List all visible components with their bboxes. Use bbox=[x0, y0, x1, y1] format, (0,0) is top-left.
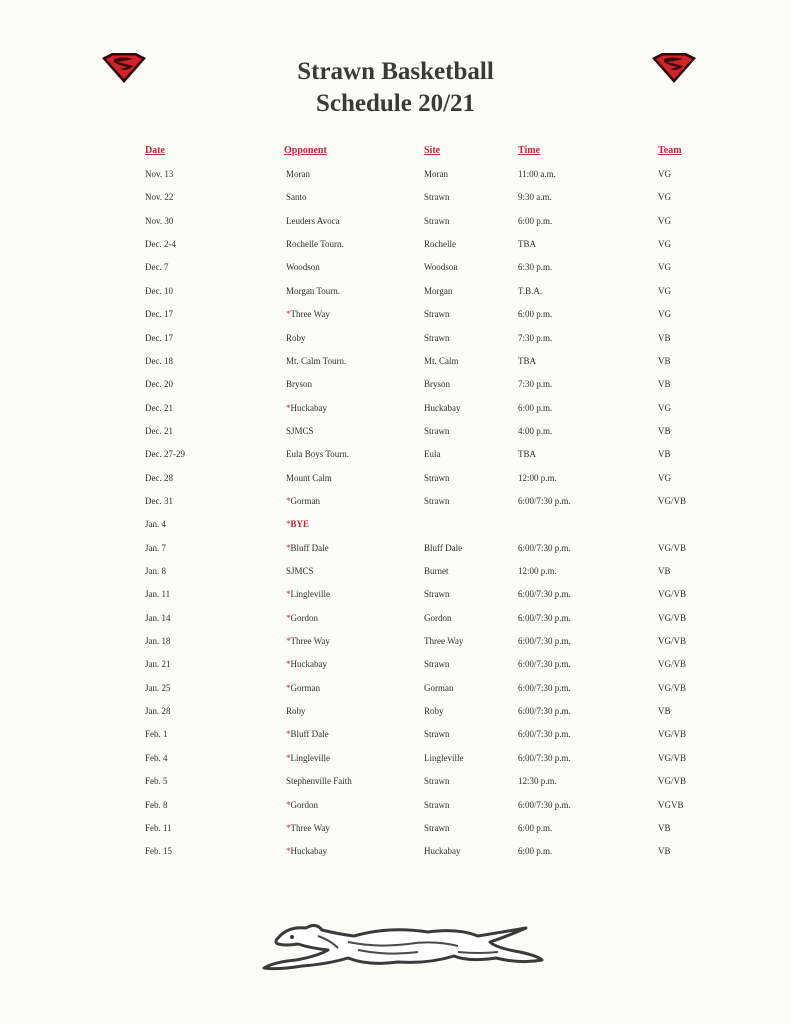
table-row bbox=[0, 706, 791, 726]
team-cell: VG/VB bbox=[658, 589, 687, 600]
site-cell: Eula bbox=[424, 449, 441, 460]
date-cell: Dec. 27-29 bbox=[145, 449, 185, 460]
site-cell: Mt. Calm bbox=[424, 355, 459, 366]
opponent-cell bbox=[286, 846, 327, 856]
site-cell: Morgan bbox=[424, 285, 453, 296]
table-row bbox=[0, 192, 791, 212]
site-cell: Bluff Dale bbox=[424, 542, 463, 553]
table-row bbox=[0, 683, 791, 703]
date-cell: Nov. 22 bbox=[145, 192, 174, 203]
time-cell: 6:00 p.m. bbox=[518, 309, 553, 320]
district-game-marker: * bbox=[286, 659, 291, 670]
opponent-cell bbox=[286, 683, 320, 693]
opponent-name: Huckabay bbox=[290, 402, 327, 413]
opponent-cell bbox=[286, 753, 330, 763]
team-cell: VG bbox=[658, 402, 671, 413]
team-cell: VG/VB bbox=[658, 752, 687, 763]
district-game-marker: * bbox=[286, 729, 291, 740]
site-cell: Strawn bbox=[424, 425, 450, 436]
team-cell: VB bbox=[658, 332, 671, 343]
team-cell: VB bbox=[658, 566, 671, 576]
table-row bbox=[0, 776, 791, 796]
site-cell: Strawn bbox=[424, 589, 450, 600]
table-row bbox=[0, 169, 791, 189]
team-cell: VG/VB bbox=[658, 729, 687, 740]
table-row bbox=[0, 262, 791, 282]
district-game-marker: * bbox=[286, 822, 291, 833]
time-cell: 12:00 p.m. bbox=[518, 566, 557, 576]
district-game-marker: * bbox=[286, 682, 291, 693]
opponent-name: BYE bbox=[290, 519, 310, 530]
date-cell: Dec. 17 bbox=[145, 309, 173, 320]
opponent-name: Morgan Tourn. bbox=[286, 285, 341, 296]
table-row bbox=[0, 519, 791, 539]
district-game-marker: * bbox=[286, 542, 291, 553]
table-row bbox=[0, 379, 791, 399]
date-cell: Jan. 18 bbox=[145, 636, 171, 646]
column-header-team: Team bbox=[658, 145, 682, 156]
district-game-marker: * bbox=[286, 402, 291, 413]
time-cell: 6:00 p.m. bbox=[518, 846, 553, 857]
date-cell: Dec. 21 bbox=[145, 425, 173, 436]
site-cell: Strawn bbox=[424, 659, 450, 670]
table-row bbox=[0, 309, 791, 329]
site-cell: Three Way bbox=[424, 636, 464, 646]
table-row bbox=[0, 823, 791, 843]
table-row bbox=[0, 659, 791, 679]
date-cell: Dec. 18 bbox=[145, 355, 173, 366]
date-cell: Jan. 28 bbox=[145, 706, 171, 717]
date-cell: Feb. 4 bbox=[145, 752, 168, 763]
team-cell: VG bbox=[658, 192, 671, 203]
opponent-name: Lingleville bbox=[290, 589, 330, 600]
district-game-marker: * bbox=[286, 612, 291, 623]
team-cell: VG bbox=[658, 215, 671, 226]
date-cell: Dec. 31 bbox=[145, 495, 173, 506]
time-cell: 6:00 p.m. bbox=[518, 822, 553, 833]
column-header-date: Date bbox=[145, 145, 165, 156]
site-cell: Strawn bbox=[424, 799, 450, 810]
table-row bbox=[0, 496, 791, 516]
opponent-cell bbox=[286, 519, 309, 529]
table-row bbox=[0, 543, 791, 563]
time-cell: 6:00/7:30 p.m. bbox=[518, 589, 571, 600]
team-cell: VG bbox=[658, 239, 671, 250]
opponent-name: Rochelle Tourn. bbox=[286, 239, 344, 250]
time-cell: 6:30 p.m. bbox=[518, 262, 553, 273]
date-cell: Nov. 30 bbox=[145, 215, 174, 226]
opponent-cell bbox=[286, 589, 330, 599]
team-cell: VG bbox=[658, 309, 671, 320]
opponent-name: Moran bbox=[286, 169, 310, 179]
opponent-name: Mount Calm bbox=[286, 472, 332, 483]
team-cell: VB bbox=[658, 425, 671, 436]
district-game-marker: * bbox=[286, 636, 291, 646]
opponent-cell bbox=[286, 333, 306, 343]
opponent-cell bbox=[286, 239, 344, 249]
opponent-name: Lingleville bbox=[290, 752, 330, 763]
table-row bbox=[0, 426, 791, 446]
date-cell: Feb. 5 bbox=[145, 776, 168, 787]
team-cell: VB bbox=[658, 846, 671, 857]
date-cell: Dec. 20 bbox=[145, 379, 173, 390]
team-cell: VG/VB bbox=[658, 682, 687, 693]
table-row bbox=[0, 613, 791, 633]
time-cell: 7:30 p.m. bbox=[518, 379, 553, 390]
date-cell: Jan. 4 bbox=[145, 519, 166, 530]
table-row bbox=[0, 333, 791, 353]
team-cell: VG bbox=[658, 262, 671, 273]
time-cell: TBA bbox=[518, 355, 536, 366]
date-cell: Jan. 7 bbox=[145, 542, 166, 553]
opponent-name: Santo bbox=[286, 192, 307, 203]
team-cell: VB bbox=[658, 706, 671, 717]
opponent-cell bbox=[286, 729, 329, 739]
opponent-name: Huckabay bbox=[290, 846, 327, 857]
district-game-marker: * bbox=[286, 799, 291, 810]
opponent-name: Eula Boys Tourn. bbox=[286, 449, 349, 460]
time-cell: 4:00 p.m. bbox=[518, 425, 553, 436]
opponent-name: Three Way bbox=[290, 309, 330, 320]
district-game-marker: * bbox=[286, 495, 291, 506]
team-cell: VG/VB bbox=[658, 495, 687, 506]
team-cell: VG bbox=[658, 472, 671, 483]
site-cell: Strawn bbox=[424, 332, 450, 343]
column-header-site: Site bbox=[424, 145, 441, 156]
opponent-cell bbox=[286, 216, 340, 226]
page-title: Strawn Basketball bbox=[297, 58, 494, 85]
time-cell: 6:00/7:30 p.m. bbox=[518, 659, 571, 670]
opponent-name: Bryson bbox=[286, 379, 313, 390]
opponent-cell bbox=[286, 706, 306, 716]
site-cell: Strawn bbox=[424, 822, 450, 833]
site-cell: Rochelle bbox=[424, 239, 456, 250]
time-cell: 7:30 p.m. bbox=[518, 332, 553, 343]
opponent-name: Bluff Dale bbox=[290, 542, 329, 553]
time-cell: TBA bbox=[518, 239, 536, 250]
district-game-marker: * bbox=[286, 846, 291, 857]
column-header-opponent: Opponent bbox=[284, 145, 327, 156]
site-cell: Gorman bbox=[424, 682, 454, 693]
opponent-cell bbox=[286, 659, 327, 669]
district-game-marker: * bbox=[286, 309, 291, 320]
column-header-time: Time bbox=[518, 145, 541, 156]
opponent-name: Stephenville Faith bbox=[286, 776, 352, 787]
table-row bbox=[0, 636, 791, 656]
team-cell: VG/VB bbox=[658, 659, 687, 670]
date-cell: Feb. 11 bbox=[145, 822, 172, 833]
site-cell: Huckabay bbox=[424, 402, 461, 413]
date-cell: Dec. 21 bbox=[145, 402, 173, 413]
team-cell: VGVB bbox=[658, 799, 684, 810]
time-cell: 9:30 a.m. bbox=[518, 192, 552, 203]
site-cell: Gordon bbox=[424, 612, 452, 623]
opponent-cell bbox=[286, 496, 320, 506]
time-cell: T.B.A. bbox=[518, 285, 543, 296]
opponent-name: Gordon bbox=[290, 799, 318, 810]
time-cell: 6:00/7:30 p.m. bbox=[518, 495, 571, 506]
team-cell: VB bbox=[658, 355, 671, 366]
site-cell: Moran bbox=[424, 169, 448, 179]
time-cell: 6:00/7:30 p.m. bbox=[518, 542, 571, 553]
opponent-cell bbox=[286, 356, 346, 366]
team-cell: VG bbox=[658, 285, 671, 296]
table-row bbox=[0, 846, 791, 866]
time-cell: 6:00/7:30 p.m. bbox=[518, 612, 571, 623]
team-cell: VG/VB bbox=[658, 776, 687, 787]
opponent-name: Three Way bbox=[290, 822, 330, 833]
opponent-cell bbox=[286, 800, 318, 810]
table-row bbox=[0, 729, 791, 749]
opponent-name: Roby bbox=[286, 332, 306, 343]
date-cell: Dec. 28 bbox=[145, 472, 173, 483]
site-cell: Woodson bbox=[424, 262, 458, 273]
opponent-name: Huckabay bbox=[290, 659, 327, 670]
opponent-name: Leuders Avoca bbox=[286, 215, 340, 226]
opponent-name: Gorman bbox=[290, 682, 320, 693]
opponent-name: Gorman bbox=[290, 495, 320, 506]
time-cell: 6:00/7:30 p.m. bbox=[518, 706, 571, 717]
time-cell: 11:00 a.m. bbox=[518, 169, 556, 179]
district-game-marker: * bbox=[286, 752, 291, 763]
table-row bbox=[0, 403, 791, 423]
time-cell: 6:00/7:30 p.m. bbox=[518, 799, 571, 810]
team-cell: VB bbox=[658, 379, 671, 390]
team-cell: VG bbox=[658, 169, 671, 179]
district-game-marker: * bbox=[286, 519, 291, 530]
opponent-name: SJMCS bbox=[286, 425, 314, 436]
table-row bbox=[0, 473, 791, 493]
table-row bbox=[0, 239, 791, 259]
site-cell: Strawn bbox=[424, 776, 450, 787]
date-cell: Jan. 11 bbox=[145, 589, 171, 600]
team-cell: VG/VB bbox=[658, 542, 687, 553]
opponent-cell bbox=[286, 449, 349, 459]
time-cell: 6:00/7:30 p.m. bbox=[518, 752, 571, 763]
opponent-cell bbox=[286, 192, 307, 202]
site-cell: Strawn bbox=[424, 215, 450, 226]
opponent-cell bbox=[286, 543, 329, 553]
opponent-cell bbox=[286, 613, 318, 623]
time-cell: 12:00 p.m. bbox=[518, 472, 557, 483]
site-cell: Strawn bbox=[424, 192, 450, 203]
date-cell: Jan. 25 bbox=[145, 682, 171, 693]
site-cell: Lingleville bbox=[424, 752, 464, 763]
date-cell: Jan. 21 bbox=[145, 659, 171, 670]
opponent-name: Roby bbox=[286, 706, 306, 717]
site-cell: Strawn bbox=[424, 309, 450, 320]
opponent-name: Bluff Dale bbox=[290, 729, 329, 740]
date-cell: Jan. 8 bbox=[145, 566, 166, 576]
table-row bbox=[0, 216, 791, 236]
time-cell: 6:00 p.m. bbox=[518, 402, 553, 413]
site-cell: Strawn bbox=[424, 472, 450, 483]
table-row bbox=[0, 589, 791, 609]
greyhound-icon bbox=[258, 912, 548, 984]
team-cell: VB bbox=[658, 449, 671, 460]
opponent-cell bbox=[286, 426, 314, 436]
opponent-cell bbox=[286, 379, 312, 389]
opponent-cell bbox=[286, 403, 327, 413]
time-cell: 6:00/7:30 p.m. bbox=[518, 682, 571, 693]
site-cell: Roby bbox=[424, 706, 444, 717]
team-cell: VB bbox=[658, 822, 671, 833]
opponent-cell bbox=[286, 473, 332, 483]
date-cell: Jan. 14 bbox=[145, 612, 171, 623]
date-cell: Feb. 1 bbox=[145, 729, 168, 740]
opponent-name: Gordon bbox=[290, 612, 318, 623]
opponent-cell bbox=[286, 636, 330, 646]
opponent-name: Mt. Calm Tourn. bbox=[286, 355, 347, 366]
opponent-name: Three Way bbox=[290, 636, 330, 646]
table-row bbox=[0, 800, 791, 820]
date-cell: Dec. 7 bbox=[145, 262, 169, 273]
table-row bbox=[0, 286, 791, 306]
date-cell: Dec. 17 bbox=[145, 332, 173, 343]
date-cell: Feb. 15 bbox=[145, 846, 172, 857]
site-cell: Strawn bbox=[424, 495, 450, 506]
table-row bbox=[0, 566, 791, 586]
opponent-name: SJMCS bbox=[286, 566, 314, 576]
date-cell: Dec. 2-4 bbox=[145, 239, 176, 250]
time-cell: 6:00/7:30 p.m. bbox=[518, 636, 571, 646]
time-cell: TBA bbox=[518, 449, 536, 460]
table-row bbox=[0, 753, 791, 773]
table-row bbox=[0, 356, 791, 376]
site-cell: Bryson bbox=[424, 379, 451, 390]
table-row bbox=[0, 449, 791, 469]
date-cell: Nov. 13 bbox=[145, 169, 174, 179]
opponent-cell bbox=[286, 566, 314, 576]
district-game-marker: * bbox=[286, 589, 291, 600]
opponent-cell bbox=[286, 169, 310, 179]
site-cell: Huckabay bbox=[424, 846, 461, 857]
team-cell: VG/VB bbox=[658, 636, 687, 646]
opponent-cell bbox=[286, 309, 330, 319]
team-cell: VG/VB bbox=[658, 612, 687, 623]
site-cell: Burnet bbox=[424, 566, 449, 576]
time-cell: 6:00/7:30 p.m. bbox=[518, 729, 571, 740]
opponent-cell bbox=[286, 286, 340, 296]
page-subtitle: Schedule 20/21 bbox=[315, 90, 476, 117]
opponent-cell bbox=[286, 262, 320, 272]
site-cell: Strawn bbox=[424, 729, 450, 740]
date-cell: Dec. 10 bbox=[145, 285, 173, 296]
opponent-cell bbox=[286, 823, 330, 833]
opponent-cell bbox=[286, 776, 352, 786]
opponent-name: Woodson bbox=[286, 262, 320, 273]
time-cell: 12:30 p.m. bbox=[518, 776, 557, 787]
time-cell: 6:00 p.m. bbox=[518, 215, 553, 226]
date-cell: Feb. 8 bbox=[145, 799, 168, 810]
